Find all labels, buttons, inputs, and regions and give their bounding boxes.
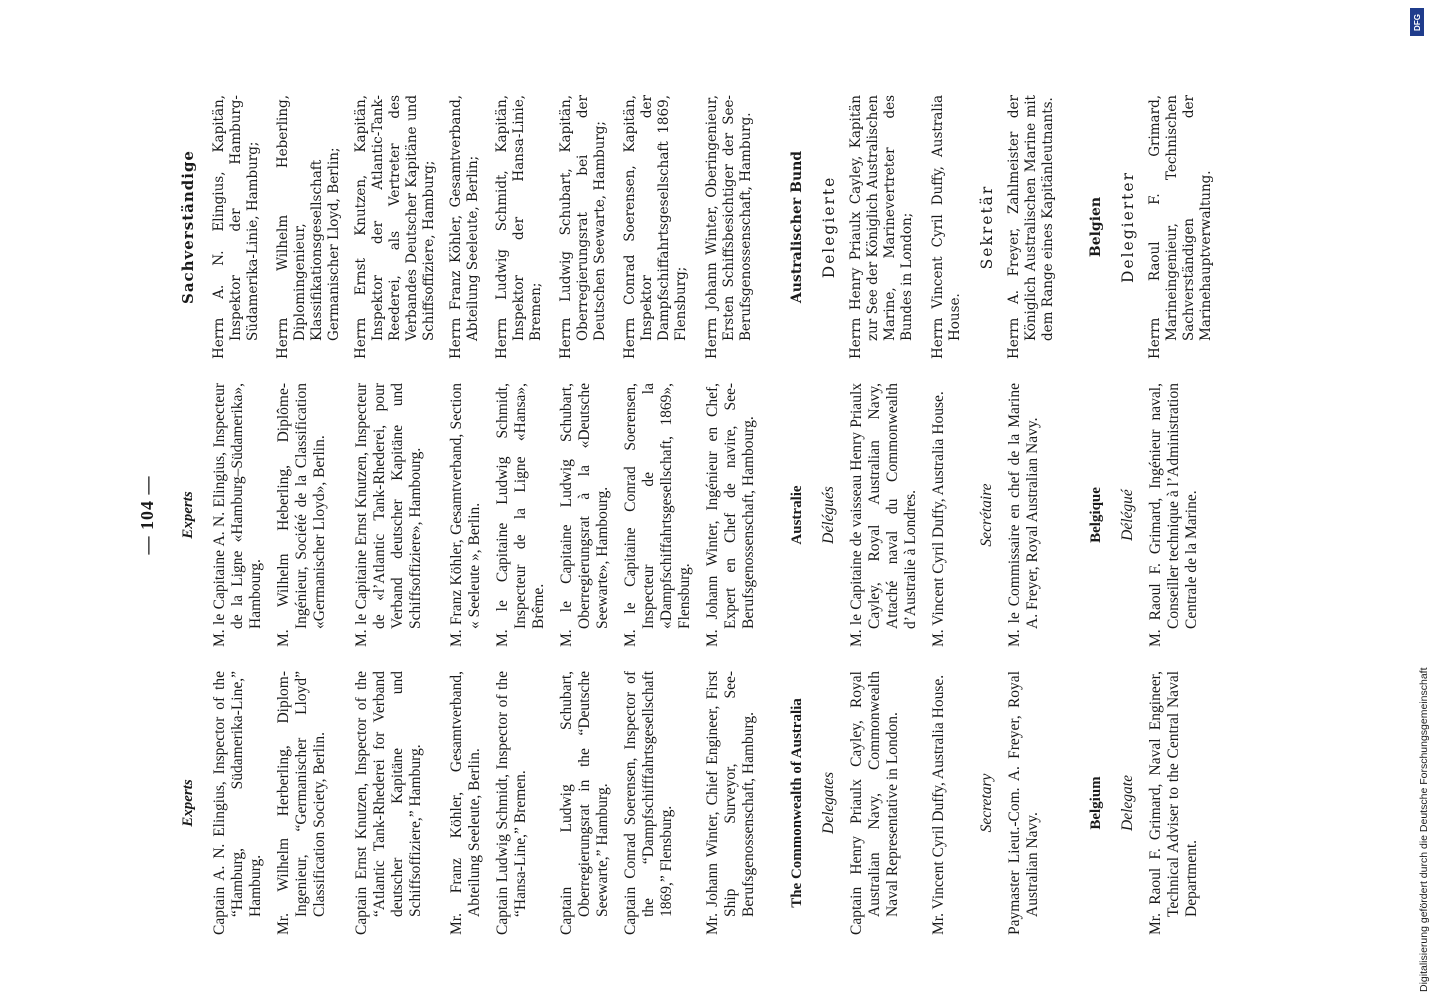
column-headers	[179, 95, 197, 935]
expert-en: Mr. Franz Köhler, Gesamtverband, Abteilung Seeleute, Berlin.	[448, 671, 483, 935]
expert-de: Herrn Wilhelm Heberling, Diplomingenieur, Klassifikationsgesellschaft Germanischer Lloyd, Berlin;	[275, 95, 342, 359]
delegates-label-fr: Délégués	[820, 486, 837, 544]
expert-fr: M. Wilhelm Heberling, Diplôme-Ingénieur, Société de la Classification «Germanischer Lloyd», Berlin.	[275, 383, 328, 647]
expert-en: Captain Ludwig Schubart, Oberregierungsrat in the “Deutsche Seewarte,” Hamburg.	[558, 671, 611, 935]
expert-de: Herrn Franz Köhler, Gesamtverband, Abteilung Seeleute, Berlin;	[448, 95, 481, 359]
expert-row	[558, 95, 612, 935]
expert-de: Herrn Johann Winter, Oberingenieur, Ersten Schiffsbesichtiger der See-Berufsgenossenschaft, Hamburg.	[704, 95, 754, 359]
header-en: Experts	[180, 779, 196, 827]
expert-en: Captain A. N. Elingius, Inspector of the “Hamburg, Südamerika-Line,” Hamburg.	[211, 671, 264, 935]
country-heading-row	[780, 95, 806, 935]
expert-row	[211, 95, 265, 935]
expert-en: Mr. Johann Winter, Chief Engineer, First Ship Surveyor, See-Berufsgenossenschaft, Hamburg.	[704, 671, 757, 935]
rotated-page	[75, 0, 1385, 1000]
secretary-fr: M. le Commissaire en chef de la Marine A. Freyer, Royal Australian Navy.	[1006, 383, 1041, 647]
expert-en: Mr. Wilhelm Herberling, Diplom-Ingenieur, “Germanischer Lloyd” Classification Society, Berlin.	[275, 671, 328, 935]
secretary-en: Paymaster Lieut.-Com. A. Freyer, Royal Australian Navy.	[1006, 671, 1041, 935]
country-australia-de: Australischer Bund	[789, 150, 805, 304]
delegate-row	[1147, 95, 1215, 935]
expert-fr: M. le Capitaine Ludwig Schmidt, Inspecteur de la Ligne «Hansa», Brême.	[494, 383, 547, 647]
header-fr: Experts	[180, 491, 196, 539]
delegates-label-de: Delegierte	[820, 175, 838, 279]
expert-fr: M. Franz Köhler, Gesamtverband, Section « Seeleute », Berlin.	[448, 383, 483, 647]
delegate-en: Mr. Vincent Cyril Duffy, Australia House.	[930, 674, 947, 935]
expert-fr: M. Johann Winter, Ingénieur en Chef, Expert en Chef de navire, See-Berufsgenossenschaft, Hambourg.	[704, 383, 757, 647]
delegate-label-fr: Délégué	[1119, 489, 1136, 541]
expert-row	[704, 95, 758, 935]
secretary-label-en: Secretary	[978, 773, 995, 833]
page-number: — 104 —	[137, 475, 157, 555]
country-australia-fr: Australie	[789, 485, 805, 545]
country-heading-row	[1079, 95, 1105, 935]
belgium-delegate-fr: M. Raoul F. Grimard, Ingénieur naval, Conseiller technique à l’Administration Centrale de la Marine.	[1147, 383, 1200, 647]
belgium-delegate-en: Mr. Raoul F. Grimard, Naval Engineer, Technical Adviser to the Central Naval Department.	[1147, 671, 1200, 935]
expert-fr: M. le Capitaine Conrad Soerensen, Inspecteur de la «Dampfschiffahrtsgesellschaft, 1869», Flensburg.	[622, 383, 693, 647]
delegate-de: Herrn Henry Priaulx Cayley, Kapitän zur See der Königlich Australischen Marine, Marinevertreter des Bundes in London;	[848, 95, 915, 359]
section-label-row	[816, 95, 838, 935]
expert-row	[353, 95, 438, 935]
country-belgium-fr: Belgique	[1088, 487, 1104, 543]
expert-en: Captain Ludwig Schmidt, Inspector of the “Hansa-Line,” Bremen.	[494, 671, 529, 935]
country-belgium-en: Belgium	[1088, 776, 1104, 830]
section-label-row	[1115, 95, 1137, 935]
dfg-logo-text: DFG	[1412, 13, 1422, 31]
secretary-label-de: Sekretär	[978, 184, 996, 270]
document-page	[135, 95, 1225, 935]
country-belgium-de: Belgien	[1088, 196, 1104, 258]
expert-de: Herrn Ernst Knutzen, Kapitän, Inspektor der Atlantic-Tank-Reederei, als Vertreter des Verbandes Deutscher Kapitäne und Schiffsoffiziere, Hamburg;	[353, 95, 437, 359]
belgium-delegate-de: Herrn Raoul F. Grimard, Marineingenieur, Technischen Sachverständigen der Marinehauptverwaltung.	[1147, 95, 1214, 359]
expert-de: Herrn Conrad Soerensen, Kapitän, Inspektor der Dampfschiffahrtsgesellschaft 1869, Flensburg;	[622, 95, 689, 359]
delegate-en: Captain Henry Priaulx Cayley, Royal Australian Navy, Commonwealth Naval Representative in London.	[848, 671, 901, 935]
expert-row	[448, 95, 484, 935]
delegate-label-de: Delegierter	[1119, 171, 1137, 284]
expert-fr: M. le Capitaine A. N. Elingius, Inspecteur de la Ligne «Hamburg–Südamerika», Hambourg.	[211, 383, 264, 647]
secretary-row	[1006, 95, 1057, 935]
dfg-logo	[1410, 8, 1424, 36]
digitization-credit	[1406, 0, 1434, 1000]
expert-en: Captain Conrad Soerensen, Inspector of the “Dampfschifffahrtsgesellschaft 1869,” Flensburg.	[622, 671, 675, 935]
expert-de: Herrn A. N. Elingius, Kapitän, Inspektor der Hamburg-Südamerika-Linie, Hamburg;	[211, 95, 261, 359]
trilingual-table	[179, 95, 1215, 935]
expert-fr: M. le Capitaine Ludwig Schubart, Oberregierungsrat à la «Deutsche Seewarte», Hambourg.	[558, 383, 611, 647]
delegate-fr: M. le Capitaine de vaisseau Henry Priaulx Cayley, Royal Australian Navy, Attaché naval du Commonwealth d’Australie à Londres.	[848, 383, 919, 647]
delegate-label-en: Delegate	[1119, 775, 1136, 831]
secretary-de: Herrn A. Freyer, Zahlmeister der Königlich Australischen Marine mit dem Range eines Kapitänleutnants.	[1006, 95, 1056, 359]
header-de: Sachverständige	[179, 150, 197, 304]
delegates-label-en: Delegates	[820, 772, 837, 834]
expert-de: Herrn Ludwig Schmidt, Kapitän, Inspektor der Hansa-Linie, Bremen;	[494, 95, 544, 359]
expert-de: Herrn Ludwig Schubart, Kapitän, Oberregierungsrat bei der Deutschen Seewarte, Hamburg;	[558, 95, 608, 359]
credit-text: Digitalisierung gefördert durch die Deutsche Forschungsgemeinschaft	[1418, 667, 1430, 992]
expert-fr: M. le Capitaine Ernst Knutzen, Inspecteur de «l’Atlantic Tank-Rhederei, pour Verband deutscher Kapitäne und Schiffsoffiziere», Hambourg.	[353, 383, 424, 647]
delegate-fr: M. Vincent Cyril Duffy, Australia House.	[930, 391, 947, 647]
expert-row	[275, 95, 343, 935]
section-label-row	[974, 95, 996, 935]
secretary-label-fr: Secrétaire	[978, 483, 995, 547]
delegate-row	[930, 95, 964, 935]
delegate-row	[848, 95, 920, 935]
country-australia-en: The Commonwealth of Australia	[789, 698, 805, 908]
expert-row	[622, 95, 694, 935]
expert-row	[494, 95, 548, 935]
expert-en: Captain Ernst Knutzen, Inspector of the “Atlantic Tank-Rhederei for Verband deutscher Kapitäne und Schiffsoffiziere,” Hamburg.	[353, 671, 424, 935]
delegate-de: Herrn Vincent Cyril Duffy, Australia House.	[930, 95, 963, 359]
